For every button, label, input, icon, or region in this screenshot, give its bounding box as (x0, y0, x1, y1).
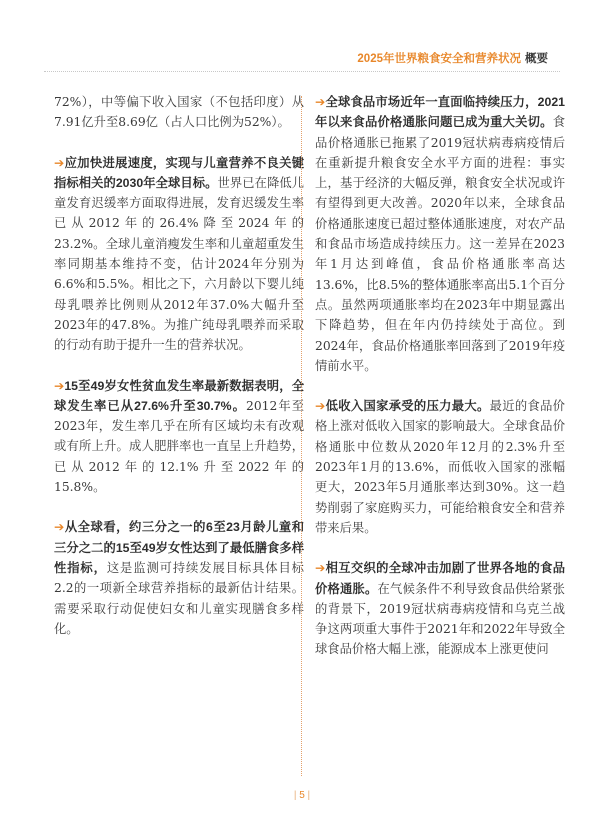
paragraph (315, 92, 565, 376)
paragraph-body: 72%），中等偏下收入国家（不包括印度）从7.91亿升至8.69亿（占人口比例为52%）。 (54, 95, 304, 130)
arrow-bullet-icon: ➔ (315, 399, 326, 414)
paragraph-lead: 从全球看，约三分之一的6至23月龄儿童和三分之二的15至49岁女性达到了最低膳食多样性指标， (54, 520, 304, 575)
column-divider (301, 96, 302, 776)
section-name: 概要 (525, 53, 548, 65)
arrow-bullet-icon: ➔ (54, 155, 65, 170)
paragraph (54, 92, 304, 133)
running-header (357, 50, 548, 66)
paragraph (315, 558, 565, 659)
paragraph-lead: 应加快进展速度，实现与儿童营养不良关键指标相关的2030年全球目标。 (54, 155, 304, 190)
left-column (54, 92, 304, 659)
paragraph (54, 153, 304, 356)
paragraph-body: 世界已在降低儿童发育迟缓率方面取得进展，发育迟缓发生率已从2012年的26.4%降至2024年的23.2%。全球儿童消瘦发生率和儿童超重发生率同期基本维持不变，估计2024年分别为6.6%和5.5%。相比之下，六月龄以下婴儿纯母乳喂养比例则从2012年37.0%大幅升至2023年的47.8%。为推广纯母乳喂养而采取的行动有助于提升一生的营养状况。 (54, 175, 304, 353)
arrow-bullet-icon: ➔ (54, 520, 65, 535)
paragraph-lead: 低收入国家承受的压力最大。 (325, 399, 490, 414)
paragraph-body: 这是监测可持续发展目标具体目标2.2的一项新全球营养指标的最新估计结果。需要采取行动促使妇女和儿童实现膳食多样化。 (54, 560, 304, 636)
paragraph (54, 517, 304, 639)
paragraph-body: 食品价格通胀已拖累了2019冠状病毒病疫情后在重新提升粮食安全水平方面的进程：事实上，基于经济的大幅反弹，粮食安全状况或许有望得到更大改善。2020年以来，全球食品价格通胀速度已超过整体通胀速度，对农产品和食品市场造成持续压力。这一差异在2023年1月达到峰值，食品价格通胀率高达13.6%，比8.5%的整体通胀率高出5.1个百分点。虽然两项通胀率均在2023年中期显露出下降趋势，但在年内仍持续处于高位。到2024年，食品价格通胀率回落到了2019年疫情前水平。 (315, 115, 565, 373)
footer-bar-left: | (293, 790, 300, 801)
footer-bar-right: | (304, 790, 311, 801)
paragraph-body: 最近的食品价格上涨对低收入国家的影响最大。全球食品价格通胀中位数从2020年12月的2.3%升至2023年1月的13.6%，而低收入国家的涨幅更大，2023年5月通胀率达到30%。这一趋势削弱了家庭购买力，可能给粮食安全和营养带来后果。 (315, 399, 565, 535)
page-number: 5 (299, 790, 305, 801)
page-footer (0, 790, 604, 801)
arrow-bullet-icon: ➔ (315, 95, 326, 109)
paragraph-lead: 相互交织的全球冲击加剧了世界各地的食品价格通胀。 (315, 561, 565, 596)
paragraph-lead: 全球食品市场近年一直面临持续压力，2021年以来食品价格通胀问题已成为重大关切。 (315, 95, 565, 130)
right-column (315, 92, 565, 680)
arrow-bullet-icon: ➔ (54, 378, 65, 393)
paragraph-lead: 15至49岁女性贫血发生率最新数据表明，全球发生率已从27.6%升至30.7%。 (54, 378, 304, 413)
arrow-bullet-icon: ➔ (315, 561, 326, 576)
paragraph (315, 396, 565, 538)
paragraph (54, 376, 304, 498)
report-title: 2025年世界粮食安全和营养状况 (357, 53, 521, 65)
header-divider (44, 71, 560, 72)
paragraph-body: 在气候条件不利导致食品供给紧张的背景下，2019冠状病毒病疫情和乌克兰战争这两项重大事件于2021年和2022年导致全球食品价格大幅上涨，能源成本上涨更使问 (315, 581, 565, 657)
paragraph-body: 2012年至2023年，发生率几乎在所有区域均未有改观或有所上升。成人肥胖率也一直呈上升趋势，已从2012年的12.1%升至2022年的15.8%。 (54, 398, 304, 495)
